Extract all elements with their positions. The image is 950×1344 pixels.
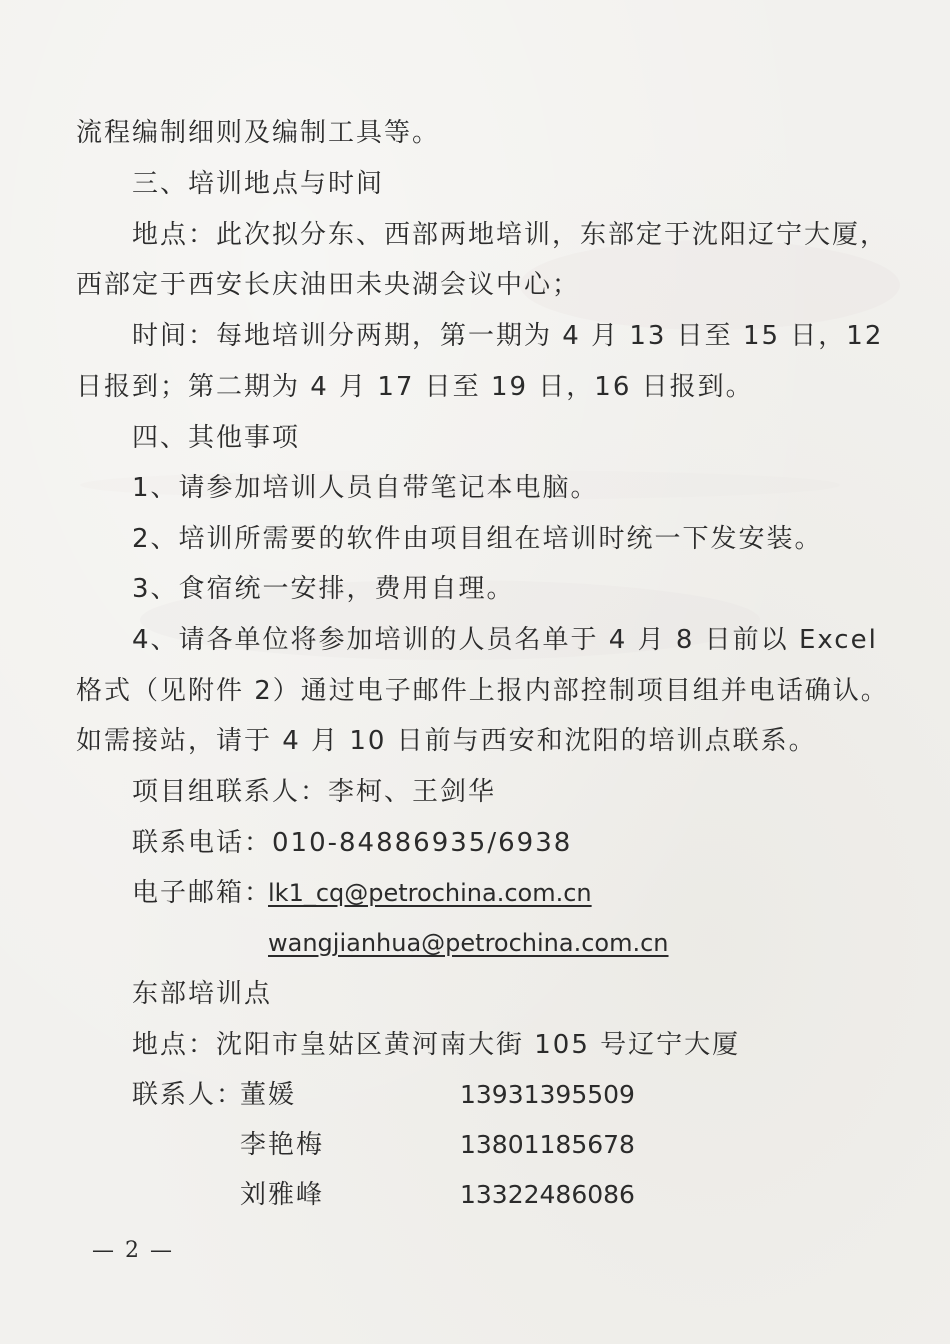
phone-line: 联系电话：010-84886935/6938	[132, 828, 573, 858]
paragraph-line: 格式（见附件 2）通过电子邮件上报内部控制项目组并电话确认。	[76, 676, 889, 706]
email-link-1[interactable]: lk1_cq@petrochina.com.cn	[268, 879, 592, 907]
email-label: 电子邮箱：	[132, 878, 273, 908]
contact-name: 董媛	[240, 1080, 297, 1110]
east-site-title: 东部培训点	[132, 979, 273, 1009]
page-number: — 2 —	[92, 1238, 174, 1263]
section-heading: 三、培训地点与时间	[132, 169, 385, 199]
contact-phone: 13801185678	[460, 1130, 635, 1159]
contact-name: 刘雅峰	[240, 1180, 325, 1210]
paragraph-line: 时间：每地培训分两期，第一期为 4 月 13 日至 15 日，12	[132, 321, 884, 351]
list-item: 2、培训所需要的软件由项目组在培训时统一下发安装。	[132, 524, 823, 554]
contact-name: 李艳梅	[240, 1130, 325, 1160]
east-site-address: 地点：沈阳市皇姑区黄河南大街 105 号辽宁大厦	[132, 1030, 741, 1060]
list-item: 3、食宿统一安排，费用自理。	[132, 574, 515, 604]
contact-phone: 13931395509	[460, 1080, 635, 1109]
contact-phone: 13322486086	[460, 1180, 635, 1209]
project-contact-line: 项目组联系人：李柯、王剑华	[132, 777, 497, 807]
paragraph-line: 地点：此次拟分东、西部两地培训，东部定于沈阳辽宁大厦，	[132, 220, 889, 250]
email-link-2[interactable]: wangjianhua@petrochina.com.cn	[268, 929, 669, 957]
paragraph-line: 流程编制细则及编制工具等。	[76, 118, 441, 148]
list-item: 4、请各单位将参加培训的人员名单于 4 月 8 日前以 Excel	[132, 625, 878, 655]
contacts-label: 联系人：	[132, 1080, 245, 1110]
paragraph-line: 如需接站，请于 4 月 10 日前与西安和沈阳的培训点联系。	[76, 726, 817, 756]
paragraph-line: 西部定于西安长庆油田未央湖会议中心；	[76, 270, 581, 300]
section-heading: 四、其他事项	[132, 423, 301, 453]
list-item: 1、请参加培训人员自带笔记本电脑。	[132, 473, 599, 503]
paragraph-line: 日报到；第二期为 4 月 17 日至 19 日，16 日报到。	[76, 372, 754, 402]
